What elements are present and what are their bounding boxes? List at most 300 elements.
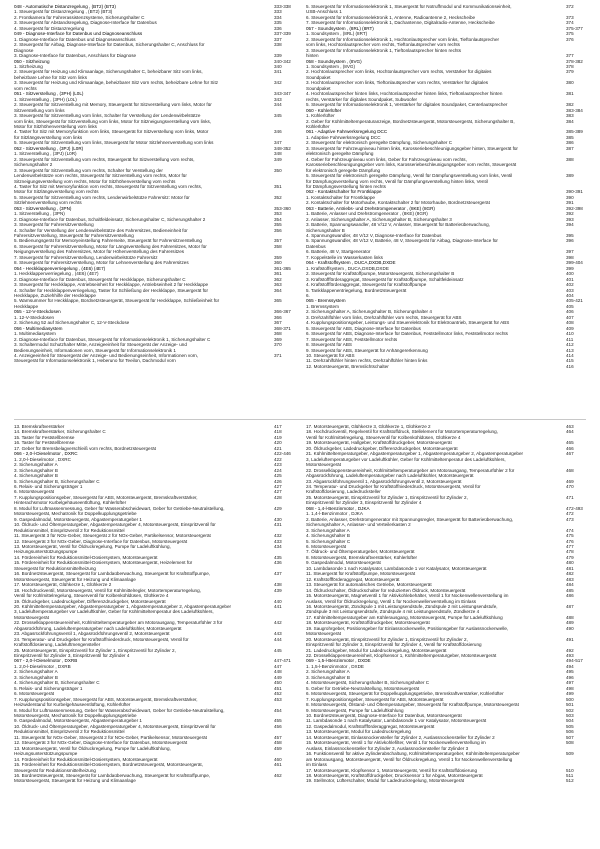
entry-page: 343 [274,96,282,102]
entry-title: Motorsteuergerät, Steuergerät für Heizung und Klimaanlage [14,576,136,582]
entry-page: 427 [274,489,282,495]
entry-page: 347 [274,140,282,146]
entry-page: 432 [274,533,282,539]
entry-title: 1. Kontaktschalter für Frontklappe [306,194,375,200]
entry-title: Diagnose [14,47,34,53]
entry-title: 2. Batterie, Anlasser, Drehstromgenerator mit Spannungsregler, Steuergerät für Batterieüberwachung, [306,516,514,522]
entry-title: 2. Diagnose-Interface für Datenbus, Steuergerät für Heckklappe, Sicherungshalter C [14,276,186,282]
entry-page: 501 [566,702,574,708]
entry-page: 506 [566,729,574,735]
entry-title: Heizungsunterstützungspumpe [14,751,78,757]
entry-title: 6. Steuergerät für ABS, Diagnose-Interface für Datenbus, Feststellmotor links, Feststellmotor rechts [306,331,508,337]
entry-title: 5. Steuergerät für Sitzverstellung vorn links, Steuergerät für Motor Sitzlehnenverstellung vorn links [14,140,214,146]
entry-page: 348 [274,151,282,157]
entry-page: 503 [566,713,574,719]
entry-page: 512 [566,778,574,784]
entry-title: Sicherungshalter A, Anlasser- und Verteilerkasten 2 [306,522,411,528]
entry-page: 445 [274,647,282,653]
entry-page: 497 [566,680,574,686]
entry-title: 5. Warnsummer für Heckklappe, Bordnetzsteuergerät, Steuergerät für Heckklappe, Schließeinheit für [14,298,220,304]
entry-title: Motorsteuergerät, Mechatronik für Doppelkupplungsgetriebe [14,713,137,719]
entry-title: 15. Motorsteuergerät, Ventil 1 für Aktivkohlefilter, Ventil 1 für Nockenwellenverstellung im [306,740,486,746]
entry-page: 467 [566,451,574,457]
entry-title: Steuergerät für Reduktionsmittelheizung [14,565,96,571]
entry-title: 7. Koppelstelle im Wasserkasten links [306,254,383,260]
entry-title: 049 - Diagnose-Interface für Datenbus und Diagnoseanschluss [14,31,143,37]
entry-title: 9. Motorsteuergerät, Pumpe für Ladeluftkühlung [306,707,404,713]
entry-title: 2. Steuergerät für Airbag, Diagnose-Interface für Datenbus, Sicherungshalter C, Anschluss für [14,42,205,48]
entry-page: 402 [566,282,574,288]
entry-title: für Sitzlängsverstellung vorn links [14,134,83,140]
entry-title: 3. Steuergerät für Heizung und Klimaanlage, beheizbarer Sitz vorn rechts, beheizbare Lehne für Sitz [14,80,219,86]
entry-title: 8. Steuergerät für ABS [306,342,352,348]
entry-page: 502 [566,707,574,713]
entry-page: 499 [566,691,574,697]
entry-title: 18. Hochdruckventil, Regelventil für Kraftstoffdruck, Stellelement für Motortemperaturregelung, [306,429,498,435]
entry-page: 500 [566,696,574,702]
entry-page: 485 [566,587,574,593]
entry-title: 17. Motorsteuergerät, Klopfsensor 1, Motorsteuergerät, Ventil für Kraftstoffdosierung [306,767,477,773]
entry-title: 051 - Sitzverstellung , (3PH) (L0L) [14,91,84,97]
entry-title: für elektronisch geregelte Dämpfung [306,167,381,173]
entry-page: 473 [566,516,574,522]
entry-page: 475 [566,533,574,539]
entry-page: 400 [566,271,574,277]
entry-page: 358 [274,243,282,249]
entry-title: 067 - 2,0-l-Dieselmotor , DXRB [14,658,78,664]
entry-page: 422-446 [274,451,291,457]
entry-title: 3. Steuergerät für Fahrersitzverstellung [14,222,94,228]
entry-title: 22. Drosselklappensteuereinheit, Kühlmitteltemperaturgeber am Motorausgang, Temperaturfühler 3 für [14,620,223,626]
entry-page: 481 [566,565,574,571]
entry-page: 439 [274,587,282,593]
entry-page: 345 [274,113,282,119]
entry-title: 7. Kupplungspositionsgeber, Steuergerät für ABS, Motorsteuergerät [306,696,444,702]
entry-page: 408 [566,320,574,326]
entry-page: 452 [274,691,282,697]
index-column-top-right [306,4,586,413]
entry-title: 3. Sicherungshalter A [306,527,350,533]
entry-title: 4. Spannungswandler, 48 V/12 V, Diagnose-Interface für Datenbus [306,233,442,239]
entry-page: 372 [566,4,574,9]
entry-title: Sicherungshalter 2 [14,162,53,168]
entry-page: 394 [566,222,574,228]
entry-title: 061 - Adaptive Fahrwerksregelung DCC [306,129,388,135]
entry-page: 368 [274,331,282,337]
entry-title: 3. Sicherungshalter B [306,674,350,680]
entry-page: 483 [566,576,574,582]
entry-page: 471 [566,494,574,500]
entry-title: 7. Öldruck- und Öltemperaturgeber, Motorsteuergerät [306,549,415,555]
entry-title: vorn rechts [14,85,37,91]
entry-title: 5. Steuergerät für elektronisch geregelte Dämpfung, Ventil für Dämpfungsverstellung vorn links, Ventil [306,173,513,179]
entry-page: 480 [566,560,574,566]
entry-title: 23. Abgasrückführungsventil 1, Abgasrückführungsventil 2, Motorsteuergerät [14,631,170,637]
entry-title: 4. Sicherungshalter B, Sicherungshalter C [14,680,100,686]
entry-page: 469 [566,478,574,484]
entry-title: 12. Gaspedalmodul, Kraftstoffförderaggregat, Motorsteuergerät [306,723,435,729]
entry-title: 21. Kühlmitteltemperaturgeber, Abgastemperaturgeber 1, Abgastemperaturgeber 2, Abgastemperaturgeber [306,451,524,457]
entry-title: für Dämpfungsverstellung vorn rechts, Ventil für Dämpfungsverstellung hinten links, Ventil [306,178,488,184]
entry-page: 477 [566,543,574,549]
entry-page: 440 [274,598,282,604]
entry-page: 418 [274,429,282,435]
entry-page: 491 [566,636,574,642]
entry-title: 3. Steuergerät für Informationselektronik 1, Tieftonlautsprecher hinten rechts [306,47,461,53]
entry-title: 2. Hochtonlautsprecher vorn links, Hochtonlautsprecher vorn rechts, Verstärker für digitales [306,69,492,75]
entry-page: 493 [566,653,574,659]
entry-title: 4. Schalter für Heckklappenverriegelung, Taster für Schließung der Heckklappe, Steuergerät für [14,287,208,293]
entry-page: 426 [274,478,282,484]
entry-title: 069 - 1,5-l-Benzinmotor , DXDE [306,658,371,664]
entry-title: 10. Bordnetzsteuergerät, Diagnose-Interface für Datenbus, Motorsteuergerät [306,713,462,719]
entry-page: 355 [274,222,282,228]
entry-title: Heizwiderstand für Kurbelgehäuseentlüftung, Kühlerlüfter [14,702,131,708]
entry-page: 468 [566,467,574,473]
entry-title: 7. Steuergerät für ABS, Feststellmotor rechts [306,336,398,342]
entry-title: 18. Hochdruckventil, Motorsteuergerät, Ventil für Kühlmittelregler, Motortemperaturregelung, [14,587,201,593]
entry-page: 336 [274,25,282,31]
entry-title: 5. Sicherungshalter B, Sicherungshalter C [14,478,100,484]
entry-title: 3. Schaltermodul Schutzhalter Mitte, Anzeigeeinheit für Steuergerät der Anzeige- und [14,342,187,348]
entry-title: 063 - Batterie, Antriebs- und Drehstromgenerator , (8KE) (8GR) [306,205,435,211]
entry-page: 511 [566,773,574,778]
entry-title: 3, Ladeluftemperaturgeber vor Ladeluftkühler, Geber für Kühlmitteltemperatur des Ladeluftkühlers, [14,609,214,615]
entry-title: 4. Anzeigeeinheit für Steuergerät der Anzeige- und Bedienungseinheit, Informationen vorn, [14,353,199,358]
entry-page: 382 [566,102,574,108]
entry-title: 5. Sicherungshalter C [306,538,351,544]
entry-page: 401 [566,276,574,282]
entry-page: 335 [274,20,282,26]
entry-page: 396 [566,238,574,244]
entry-title: Ventil für Kühlmittelregelung, Steuerventil für Kolbenkühldüsen, Glühkerze 4 [306,434,461,440]
entry-title: 6. Motorsteuergerät [306,543,347,549]
entry-title: 20. Motorsteuergerät, Einspritzventil für Zylinder 1, Einspritzventil für Zylinder 2, [306,636,468,642]
entry-title: 2. Diagnose-Interface für Datenbus, Schaltfeldeinsatz, Sicherungshalter C, Sicherungshalter 2 [14,216,206,222]
entry-page: 340-342 [274,58,291,64]
entry-title: 9. Gaspedalmodul, Motorsteuergerät [306,560,381,566]
entry-title: Motorsteuergerät [306,631,341,637]
entry-page: 342 [274,80,282,86]
entry-title: Steuergerät für Reduktionsmittelheizung [14,767,96,773]
entry-title: 15. Fördereinheit für Reduktionsmittel-Dosiersystem, Motorsteuergerät, Heizelement für [14,560,193,566]
entry-page: 340 [274,63,282,69]
entry-page: 459 [274,745,282,751]
entry-title: 4. Taster für Sitz mit Memoryfunktion vorn links, Steuergerät für Sitzverstellung vorn links, Motor [14,129,209,135]
entry-page: 387 [566,145,574,151]
entry-page: 484 [566,582,574,588]
entry-title: 1. Bremssystem [306,303,339,309]
entry-page: 438 [274,582,282,588]
entry-page: 476 [566,538,574,544]
entry-page: 360 [274,260,282,266]
entry-title: 1. 1,5-l-Benzinmotor , DXDE [306,663,364,669]
entry-page: 380 [566,80,574,86]
entry-page: 421 [274,445,282,451]
index-column-bottom-left [14,424,294,833]
entry-page: 392-398 [566,205,583,211]
entry-page: 389 [566,173,574,179]
entry-title: Sitzlehnenverstellung vorn rechts [14,200,82,206]
entry-page: 412 [566,342,574,348]
entry-title: 13. Motorsteuergerät, Modul für Ladedruckregelung [306,729,411,735]
entry-page: 391 [566,200,574,206]
entry-page: 496 [566,674,574,680]
entry-page: 334 [274,14,282,20]
entry-title: beheizbare Lehne für Sitz vorn links [14,74,88,80]
entry-title: 1. Sitzverstellung , (3PJ) (L0R) [14,151,77,157]
index-entry [14,358,294,363]
entry-title: 24. Temperatur- und Druckgeber für Kraftstoffniederdruck, Motorsteuergerät, Ventil für [14,636,189,642]
entry-title: Kraftstoffdosierung, Ladeluftmengensteller [14,642,101,648]
entry-title: 22. Drosselklappensteuereinheit, Klopfsensor 1, Kühlmitteltemperaturgeber, Motorsteuergerät [306,653,497,659]
entry-title: 21. Ladedruckgeber, Modul für Ladedruckregelung, Motorsteuergerät [306,647,447,653]
entry-title: 4. Schalter für Verstellung der Lendenwirbelstütze des Fahrersitzes, Bedieneinheit für [14,227,188,233]
entry-title: 17. Motorsteuergerät, Glühkerze 1, Glühkerze 2 [14,582,112,588]
entry-title: 12. Steuergerät 3 für NOx-Geber, Diagnose-Interface für Datenbus, Motorsteuergerät [14,740,188,746]
entry-title: 8. Motorsteuergerät, Bremskraftverstärker, Kühlerlüfter [306,554,418,560]
entry-page: 368-371 [274,325,291,331]
entry-title: hinten [306,53,319,59]
entry-page: 450 [274,680,282,686]
block-divider [14,419,586,420]
entry-title: 1. Diagnose-Interface für Datenbus und Diagnoseanschluss [14,36,136,42]
entry-title: Hinterachsmotor Kurbelgehäuseentlüftung, Kühlerlüfter [14,500,127,506]
entry-page: 375 [566,31,574,37]
entry-title: 2. Sicherungshalter A [14,669,58,675]
entry-title: 4. Hochtonlautsprecher hinten links, Hochtonlautsprecher hinten links, Tieftonlautsprecher hinten [306,91,503,97]
entry-page: 472-493 [566,505,583,511]
entry-page: 462 [274,773,282,778]
entry-title: 2. Sicherung 52 auf Sicherungshalter C, 12-V-Steckdose [14,320,130,326]
entry-title: 9. Gaspedalmodul, Motorsteuergerät, Abgastemperaturgeber 1 [14,516,142,522]
entry-page: 353-360 [274,205,291,211]
entry-page: 492 [566,647,574,653]
entry-title: Zündspule 3 mit Leistungsendstufe, Zündspule 4 mit Leistungsendstufe, Zündkerze 4 [306,609,480,615]
entry-title: 3, Ladeluftemperaturgeber vor Ladeluftkühler, Geber für Kühlmitteltemperatur des Ladeluftkühlers, [306,456,506,462]
index-column-bottom-right [306,424,586,833]
entry-title: 3. Sicherungshalter B [14,674,58,680]
entry-page: 399-404 [566,260,583,266]
entry-title: Datenbus [306,243,326,249]
entry-page: 465 [566,440,574,446]
entry-page [270,358,294,363]
entry-title: 4. Taster für Sitz mit Memoryfunktion vorn rechts, Steuergerät für Sitzverstellung vorn rechts, [14,183,203,189]
entry-page: 428 [274,494,282,500]
entry-title: 5. Steuergerät für Sitzverstellung vorn rechts, Lendenwirbelstütze Fahrersitz: Motor für [14,194,190,200]
entry-title: 16. Funktionsventil für aktive Zylinderabschaltung, Kühlmitteltemperaturgeber, Kühlmitteltemperaturgeber [306,751,520,757]
entry-page: 378 [566,63,574,69]
entry-title: Soundpaket [306,85,331,91]
entry-page: 504 [566,718,574,724]
entry-title: 13. Motorsteuergerät, Ventil für Öldruckregelung, Pumpe für Ladeluftkühlung, [14,745,171,751]
entry-title: 15. Motorsteuergerät, Magnetventil 1 für Aktivkohlebehälter, Ventil 1 für Nockenwellenverstellung im [306,593,509,599]
entry-title: 1. Steuergerät für Distanzregelung , (BT2) (BT3) [14,9,113,15]
entry-page: 453 [274,696,282,702]
entry-title: 19. Motorsteuergerät, Hallgeber, Kraftstoffdruckgeber, Motorsteuergerät [306,440,452,446]
entry-page: 419 [274,434,282,440]
entry-page: 384 [566,118,574,124]
entry-title: Abgasrückführung, Ladeluftemperaturgeber nach Ladeluftkühler, Motorsteuergerät [14,625,182,631]
entry-title: 2. Frontkamera für Fahrerassistenzsysteme, Sicherungshalter C [14,14,145,20]
entry-title: 16. Taster für Feststellbremse [14,440,75,446]
entry-page: 353 [274,211,282,217]
entry-page: 397 [566,249,574,255]
entry-title: 11. Drehzahlfühler hinten rechts, Drehzahlfühler hinten links [306,358,428,364]
entry-title: 23. Abgasrückführungsventil 1, Abgasrückführungsventil 2, Motorsteuergerät [306,478,462,484]
entry-page: 431 [274,522,282,528]
entry-page [270,778,294,783]
entry-title: 5. Steuergerät für ABS, Diagnose-Interface für Datenbus [306,325,421,331]
entry-title: 8. Modul für Luftmassenmessung, Geber für Wasserabscheidewart, Geber für Getriebe-Neutralstellung, [14,505,225,511]
entry-title: Steuergerät für Informationselektronik 1, Heberuno für Teeilon, Dachmodul vorn [14,358,176,364]
entry-title: rechts, Verstärker für digitales Soundpaket, Subwoofer [306,96,418,102]
entry-page: 366 [274,314,282,320]
entry-page: 393 [566,216,574,222]
entry-title: 060 - Kühlerlüfter [306,107,342,113]
entry-title: Einspritzventil für Zylinder 3, Einspritzventil für Zylinder 4 [306,500,422,506]
entry-title: 2. Steuergerät für Sitzverstellung mit Memory, Steuergerät für Sitzverstellung vorn links, Motor für [14,102,212,108]
entry-title: Sicherungshalter B [306,227,345,233]
entry-page: 377 [566,53,574,59]
entry-page: 489 [566,620,574,626]
entry-page: 373 [566,14,574,20]
entry-title: 11. Steuergerät für NOx-Geber, Steuergerät 2 für NOx-Geber, Partikelsensor, Motorsteuergerät [14,734,207,740]
entry-title: 1. Soundsystem , (8RL) (8RT) [306,31,368,37]
entry-title: Auslass, Einlassnockensteller für Zylinder 3, Auslassnockensteller für Zylinder 3 [306,745,469,751]
entry-title: 11. Lambdasonde 1 nach Katalysator, Lambdasonde 1 vor Katalysator, Motorsteuergerät [306,718,487,724]
entry-title: 9. Gaspedalmodul, Motorsteuergerät, Abgastemperaturgeber 1 [14,718,142,724]
entry-page: 386 [566,140,574,146]
entry-title: 1. Multimediasystem [14,331,56,337]
entry-title: 11. Steuergerät 3 für NOx-Geber, Steuergerät 2 für NOx-Geber, Partikelsensor, Motorsteuergerät [14,533,211,539]
entry-title: 1. 2,0-l-Dieselmotor , DXRB [14,663,71,669]
entry-page: 367 [274,320,282,326]
entry-title: 1. Kühlerlüfter [306,113,335,119]
entry-page: 486 [566,593,574,599]
entry-title: Ventil für Kühlmittelregelung, Steuerventil für Kolbenkühldüsen, Glühkerze 4 [14,593,169,599]
entry-title: Heckklappe, Zuziehhilfe der Heckklappe [14,293,96,299]
entry-page: 337-339 [274,31,291,37]
entry-title: 14. Bremskraftverstärker, Sicherungshalter C [14,429,106,435]
entry-title: Kraftstoffdosierung, Ladedrucksteller [306,489,381,495]
entry-page: 454 [274,707,282,713]
entry-title: 14. Fördereinheit für Reduktionsmittel-Dosiersystem, Motorsteuergerät [14,756,158,762]
entry-page: 508 [566,740,574,746]
entry-title: 1. Sitzverstellung , (3PN) [14,211,65,217]
index-block-bottom [14,424,586,833]
entry-title: Reduktionsmittel, Einspritzventil 2 für Reduktionsmittel [14,729,125,735]
entry-page: 509 [566,751,574,757]
entry-title: 11. Steuergerät für Kraftstoffpumpe, Motorsteuergerät [306,571,416,577]
entry-page: 430 [274,516,282,522]
entry-title: 8. Steuergerät für Fahrersitzverstellung, Motor für Lehnenverstellung des Fahrersitzes [14,260,189,266]
entry-page: 388 [566,156,574,162]
entry-title: 6. Steuergerät für Informationselektronik 1, Antenne, Radioantenne 2, Heckscheibe [306,14,476,20]
entry-page: 361-365 [274,265,291,271]
entry-title: 2. Diagnose-Interface für Datenbus, Steuergerät für Informationselektronik 1, Sicherungshalter C [14,336,211,342]
entry-page: 392 [566,211,574,217]
entry-page: 464 [566,429,574,435]
entry-title: 6. Motorsteuergerät, Steuergerät für Doppelkupplungsgetriebe, Bremskraftverstärker, Kühlerlüfter [306,691,504,697]
entry-title: 1. 12-V-Steckdosen [14,314,55,320]
entry-title: Karosseriebeschleunigungsgeber vorn links, Karosseriebeschleunigungsgeber vorn rechts, Steuergerät [306,162,517,168]
entry-title: 19. Öldruckgeber, Ladedruckgeber, Differenzdruckgeber, Motorsteuergerät [14,598,166,604]
entry-title: 1. Sitzverstellung , (3PH) (L0L) [14,96,77,102]
entry-page: 494 [566,663,574,669]
entry-page: 362 [274,276,282,282]
entry-page: 364 [274,287,282,293]
entry-page: 405-421 [566,298,583,304]
entry-title: 1. Sitzheizung [14,63,43,69]
entry-page: 375-377 [566,25,583,31]
entry-page: 490 [566,625,574,631]
entry-title: 4. Geber für Fahrzeugniveau vorn links, Geber für Fahrzeugniveau vorn rechts, [306,156,467,162]
entry-page: 339 [274,53,282,59]
entry-page: 447 [274,663,282,669]
entry-title: 15. Fördereinheit für Reduktionsmittel-Dosiersystem, Bordnetzsteuergerät, Motorsteuergerät, [14,762,203,768]
entry-title: Neigungsverstellung des Fahrersitzes, Motor für Höhenverstellung des Fahrersitzes [14,249,185,255]
entry-title: am Motorausgang, Motorsteuergerät, Ventil für Öldruckregelung, Ventil 1 für Nockenwellenverstellung [306,756,513,762]
entry-title: 3. Steuergerät für Sitzverstellung vorn rechts, Schalter für Verstellung der [14,167,163,173]
entry-title: 6. Relais- und Sicherungsträger 1 [14,483,83,489]
entry-title: 3. Drehzahlfühler vorn links, Drehzahlfühler vorn rechts, Steuergerät für ABS [306,314,462,320]
entry-title: 4. Sicherungshalter B [306,533,350,539]
entry-page: 423 [274,462,282,468]
entry-title: Heckklappe [14,303,39,309]
entry-page: 458 [274,740,282,746]
entry-title: 6. Batterie, 48 V, Startgenerator [306,249,371,255]
entry-page: 370 [274,342,282,348]
entry-title: 048 - Automatische Distanzregelung , (BT2) (BT3) [14,4,116,9]
entry-page: 369 [274,336,282,342]
entry-page: 433 [274,538,282,544]
entry-page: 425 [274,473,282,479]
entry-page: 379 [566,69,574,75]
entry-page: 357 [274,238,282,244]
entry-page: 385 [566,134,574,140]
entry-title: 055 - 12-V-Steckdosen [14,309,61,315]
entry-title: 1. 2,0-l-Dieselmotor , DXRC [14,456,71,462]
entry-title: 064 - Kraftstoffsystem , DUCA,DXDB,DXDE [306,260,396,266]
entry-title: 13. Motorsteuergerät, Ventil für Öldruckregelung, Pumpe für Ladeluftkühlung, [14,543,171,549]
entry-page: 371 [274,353,282,358]
entry-page: 405 [566,303,574,309]
entry-title: 2. Kontaktschalter für Motorhaube, Kontaktschalter 2 für Motorhaube, Bordnetzsteuergerät [306,200,490,206]
entry-title: 7. Kupplungspositionsgeber, Steuergerät für ABS, Motorsteuergerät, Bremskraftverstärker, [14,696,198,702]
entry-page: 361 [274,271,282,277]
entry-page: 449 [274,674,282,680]
entry-title: 16. Bordnetzsteuergerät, Steuergerät für Lambdaüberwachung, Steuergerät für Kraftstoffpumpe, [14,571,211,577]
entry-title: 2. Geber für Kühlmitteltemperaturanzeige, Bordnetzsteuergerät, Motorsteuergerät, Sicherungshalter B, [306,118,515,124]
entry-page: 444 [274,636,282,642]
entry-page: 455 [274,718,282,724]
entry-title: 10. Steuergerät für ABS [306,353,355,358]
entry-page: 349 [274,156,282,162]
entry-title: 12. Motorsteuergerät, Bremslichtschalter [306,363,389,369]
entry-title: 14. Fördereinheit für Reduktionsmittel-Dosiersystem, Motorsteuergerät [14,554,158,560]
entry-page: 363 [274,282,282,288]
entry-title: 057 - Soundsystem , (8RL) (8RT) [306,25,374,31]
index-entry [306,778,586,783]
entry-title: vorn links, Steuergerät für Sitzverstellung vorn links, Motor für Sitzneigungsverstellung vorn links, [14,118,212,124]
entry-title: 052 - Sitzverstellung , (3PJ) (L0R) [14,145,84,151]
entry-title: 2. Steuergerät für Informationselektronik 1, Hochtonlautsprecher vorn links, Tieftonlautsprecher [306,36,500,42]
entry-title: Auslass, Ventil für Öldruckregelung, Ventil 1 für Nockenwellenverstellung im Einlass [306,598,477,604]
entry-page: 398 [566,254,574,260]
entry-title: Reduktionsmittel, Einspritzventil 2 für Reduktionsmittel [14,527,125,533]
entry-title: 10. Öldruck- und Öltemperaturgeber, Abgastemperaturgeber 4, Motorsteuergerät, Einspritzventil für [14,723,216,729]
